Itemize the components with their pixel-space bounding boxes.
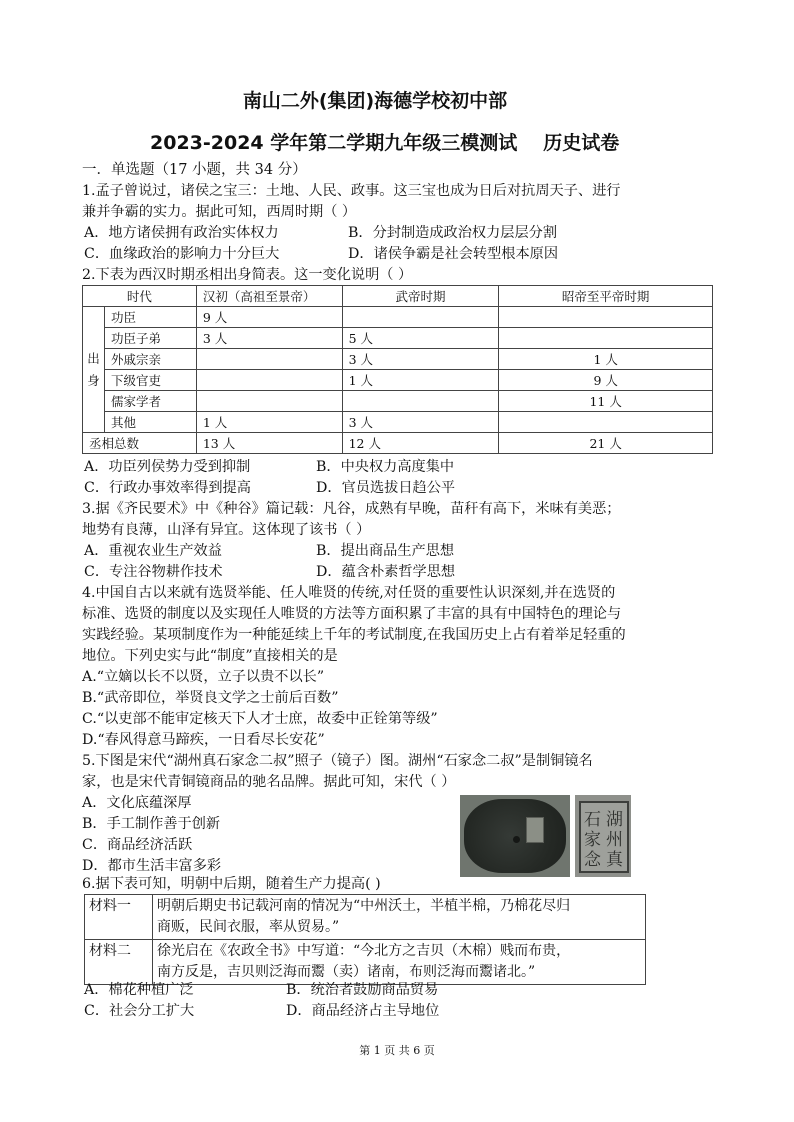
header-cell: 昭帝至平帝时期 bbox=[499, 286, 713, 307]
table-cell: 21 人 bbox=[499, 433, 713, 454]
table-cell: 11 人 bbox=[499, 391, 713, 412]
table-cell bbox=[196, 391, 342, 412]
q4-option-d: D.“春风得意马蹄疾，一日看尽长安花” bbox=[82, 732, 325, 748]
mirror-body bbox=[464, 799, 566, 873]
q1-option-c: C．血缘政治的影响力十分巨大 bbox=[84, 246, 280, 262]
table-cell: 12 人 bbox=[342, 433, 499, 454]
q5-option-a: A．文化底蕴深厚 bbox=[82, 795, 192, 811]
q6-option-a: A．棉花种植广泛 bbox=[84, 982, 194, 998]
seal-rubbing-image bbox=[575, 795, 631, 877]
header-cell: 时代 bbox=[83, 286, 197, 307]
table-cell bbox=[196, 370, 342, 391]
seal-glyph: 石 bbox=[584, 810, 601, 830]
seal-glyph: 湖 bbox=[606, 810, 623, 830]
q6-option-b: B．统治者鼓励商品贸易 bbox=[286, 982, 439, 998]
table-cell bbox=[342, 307, 499, 328]
material-text bbox=[153, 895, 646, 940]
row-label: 外戚宗亲 bbox=[104, 349, 196, 370]
table-cell: 3 人 bbox=[342, 349, 499, 370]
table-cell: 9 人 bbox=[499, 370, 713, 391]
table-row bbox=[85, 940, 646, 985]
table-cell bbox=[499, 307, 713, 328]
q2-option-a: A．功臣列侯势力受到抑制 bbox=[84, 459, 251, 475]
q1-stem-line2: 兼并争霸的实力。据此可知，西周时期（ ） bbox=[82, 204, 357, 220]
group-label-text: 出身 bbox=[87, 350, 100, 388]
table-cell: 1 人 bbox=[342, 370, 499, 391]
bronze-mirror-image bbox=[460, 795, 570, 877]
table-cell: 13 人 bbox=[196, 433, 342, 454]
section-heading: 一．单选题（17 小题，共 34 分） bbox=[82, 162, 307, 178]
q3-stem-line1: 3.据《齐民要术》中《种谷》篇记载：凡谷，成熟有早晚，苗秆有高下，米味有美恶； bbox=[82, 501, 621, 517]
row-label: 功臣 bbox=[104, 307, 196, 328]
table-cell bbox=[342, 391, 499, 412]
q2-option-b: B．中央权力高度集中 bbox=[316, 459, 455, 475]
table-row bbox=[83, 307, 713, 328]
table-cell: 1 人 bbox=[499, 349, 713, 370]
row-label: 丞相总数 bbox=[83, 433, 197, 454]
table-cell: 3 人 bbox=[196, 328, 342, 349]
q1-option-d: D．诸侯争霸是社会转型根本原因 bbox=[348, 246, 559, 262]
table-row bbox=[83, 370, 713, 391]
mirror-maker-stamp bbox=[526, 817, 544, 843]
q1-option-a: A．地方诸侯拥有政治实体权力 bbox=[84, 225, 279, 241]
material-line: 商贩，民间衣服，率从贸易。” bbox=[157, 919, 340, 935]
q5-option-c: C．商品经济活跃 bbox=[82, 837, 193, 853]
q3-option-c: C．专注谷物耕作技术 bbox=[84, 564, 223, 580]
table-header-row bbox=[83, 286, 713, 307]
q2-option-c: C．行政办事效率得到提高 bbox=[84, 480, 251, 496]
q2-stem: 2.下表为西汉时期丞相出身简表。这一变化说明（ ） bbox=[82, 267, 413, 283]
q4-stem-line2: 标准、选贤的制度以及实现任人唯贤的方法等方面积累了丰富的具有中国特色的理论与 bbox=[82, 606, 622, 622]
q4-stem-line3: 实践经验。某项制度作为一种能延续上千年的考试制度,在我国历史上占有着举足轻重的 bbox=[82, 627, 626, 643]
row-label: 其他 bbox=[104, 412, 196, 433]
seal-glyph: 真 bbox=[606, 850, 623, 870]
row-label: 儒家学者 bbox=[104, 391, 196, 412]
table-row bbox=[85, 895, 646, 940]
q4-stem-line1: 4.中国自古以来就有选贤举能、任人唯贤的传统,对任贤的重要性认识深刻,并在选贤的 bbox=[82, 585, 616, 601]
q3-stem-line2: 地势有良薄，山泽有异宜。这体现了该书（ ） bbox=[82, 522, 371, 538]
q4-option-b: B.“武帝即位，举贤良文学之士前后百数” bbox=[82, 690, 339, 706]
table-cell bbox=[499, 412, 713, 433]
mirror-knob bbox=[513, 836, 520, 843]
seal-glyph: 念 bbox=[584, 850, 601, 870]
seal-frame bbox=[579, 801, 629, 873]
table-cell: 1 人 bbox=[196, 412, 342, 433]
q6-stem: 6.据下表可知，明朝中后期，随着生产力提高( ) bbox=[82, 876, 381, 892]
q3-option-b: B．提出商品生产思想 bbox=[316, 543, 455, 559]
table-cell: 9 人 bbox=[196, 307, 342, 328]
page-footer: 第 1 页 共 6 页 bbox=[359, 1044, 435, 1057]
seal-glyph: 州 bbox=[606, 830, 623, 850]
exam-name: 2023-2024 学年第二学期九年级三模测试 bbox=[150, 132, 518, 154]
table-cell bbox=[196, 349, 342, 370]
row-label: 下级官吏 bbox=[104, 370, 196, 391]
q5-option-b: B．手工制作善于创新 bbox=[82, 816, 221, 832]
subject-name: 历史试卷 bbox=[543, 132, 620, 154]
q5-option-d: D．都市生活丰富多彩 bbox=[82, 858, 222, 874]
q2-table bbox=[82, 285, 713, 454]
table-total-row bbox=[83, 433, 713, 454]
material-label: 材料二 bbox=[85, 940, 153, 985]
q4-option-a: A.“立嫡以长不以贤，立子以贵不以长” bbox=[82, 669, 325, 685]
material-text bbox=[153, 940, 646, 985]
table-cell: 3 人 bbox=[342, 412, 499, 433]
table-cell bbox=[499, 328, 713, 349]
material-line: 徐光启在《农政全书》中写道：“今北方之吉贝（木棉）贱而布贵， bbox=[157, 943, 571, 959]
material-label: 材料一 bbox=[85, 895, 153, 940]
group-label bbox=[83, 307, 105, 433]
row-label: 功臣子弟 bbox=[104, 328, 196, 349]
q6-table bbox=[84, 894, 646, 985]
school-title: 南山二外(集团)海德学校初中部 bbox=[242, 90, 508, 112]
q1-option-b: B．分封制造成政治权力层层分割 bbox=[348, 225, 558, 241]
header-cell: 武帝时期 bbox=[342, 286, 499, 307]
q4-stem-line4: 地位。下列史实与此“制度”直接相关的是 bbox=[82, 648, 338, 664]
table-row bbox=[83, 391, 713, 412]
q1-stem-line1: 1.孟子曾说过，诸侯之宝三：土地、人民、政事。这三宝也成为日后对抗周天子、进行 bbox=[82, 183, 621, 199]
material-line: 明朝后期史书记载河南的情况为“中州沃土，半植半棉，乃棉花尽归 bbox=[157, 898, 571, 914]
q3-option-a: A．重视农业生产效益 bbox=[84, 543, 222, 559]
q3-option-d: D．蕴含朴素哲学思想 bbox=[316, 564, 456, 580]
table-row bbox=[83, 328, 713, 349]
table-row bbox=[83, 412, 713, 433]
seal-glyph: 家 bbox=[584, 830, 601, 850]
q5-stem-line1: 5.下图是宋代“湖州真石家念二叔”照子（镜子）图。湖州“石家念二叔”是制铜镜名 bbox=[82, 753, 593, 769]
exam-title bbox=[150, 128, 619, 155]
material-line: 南方反是，吉贝则泛海而鬻（卖）诸南，布则泛海而鬻诸北。” bbox=[157, 964, 536, 980]
table-cell: 5 人 bbox=[342, 328, 499, 349]
q6-option-d: D．商品经济占主导地位 bbox=[286, 1003, 440, 1019]
q5-stem-line2: 家，也是宋代青铜镜商品的驰名品牌。据此可知，宋代（ ） bbox=[82, 774, 456, 790]
q2-option-d: D．官员选拔日趋公平 bbox=[316, 480, 456, 496]
q6-option-c: C．社会分工扩大 bbox=[84, 1003, 195, 1019]
q4-option-c: C.“以吏部不能审定核天下人才士庶，故委中正铨第等级” bbox=[82, 711, 438, 727]
table-row bbox=[83, 349, 713, 370]
header-cell: 汉初（高祖至景帝） bbox=[196, 286, 342, 307]
